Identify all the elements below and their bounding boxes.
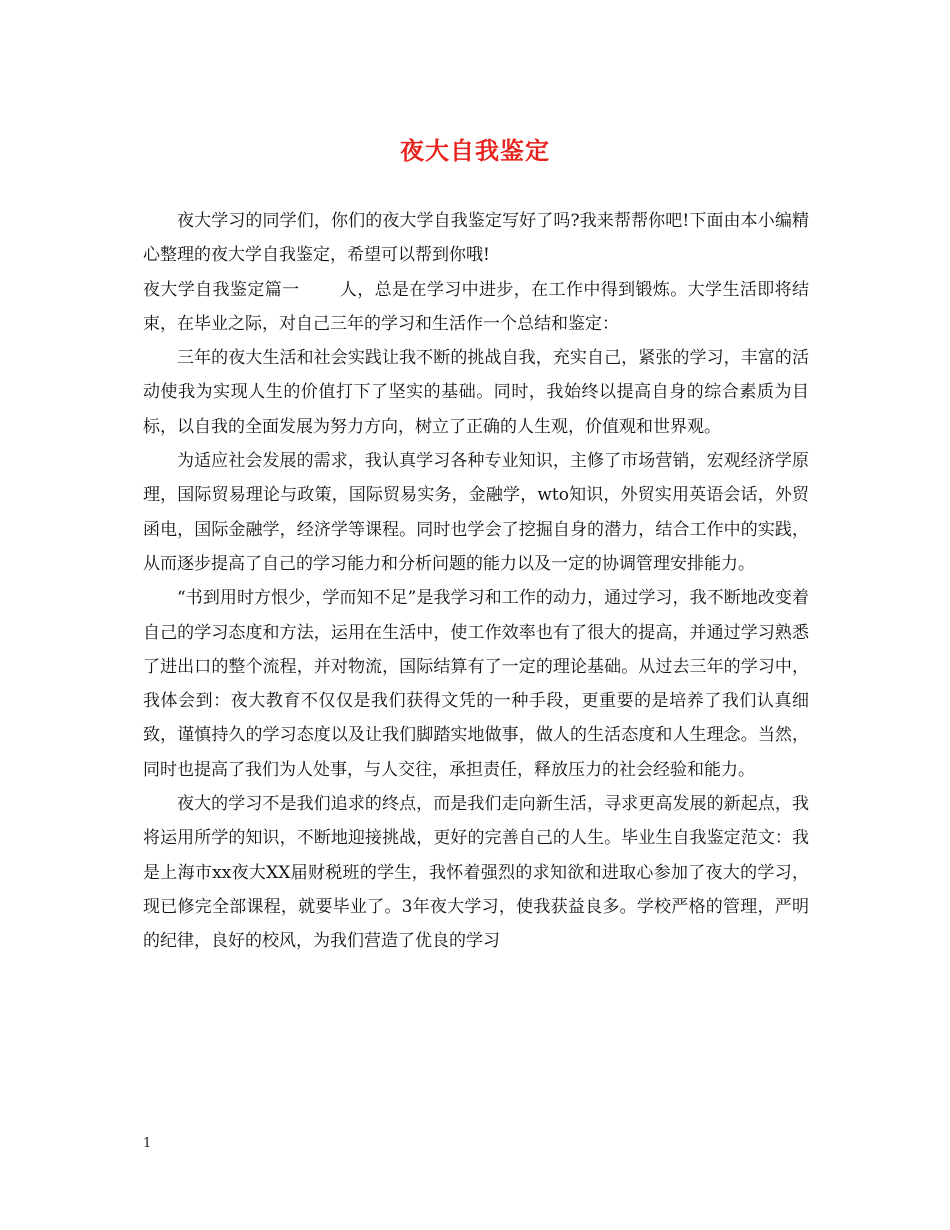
- paragraph-conclusion: 夜大的学习不是我们追求的终点，而是我们走向新生活，寻求更高发展的新起点，我将运用所学的知识，不断地迎接挑战，更好的完善自己的人生。毕业生自我鉴定范文：我是上海市xx夜大XX届财税班的学生，我怀着强烈的求知欲和进取心参加了夜大的学习，现已修完全部课程，就要毕业了。3年夜大学习，使我获益良多。学校严格的管理，严明的纪律，良好的校风，为我们营造了优良的学习: [143, 794, 809, 952]
- document-body: [143, 204, 809, 959]
- paragraph-section-heading: [143, 273, 809, 342]
- document-title: 夜大自我鉴定: [400, 136, 550, 165]
- paragraph-three-years: 三年的夜大生活和社会实践让我不断的挑战自我，充实自己，紧张的学习，丰富的活动使我为实现人生的价值打下了坚实的基础。同时，我始终以提高自身的综合素质为目标，以自我的全面发展为努力方向，树立了正确的人生观，价值观和世界观。: [143, 348, 809, 437]
- paragraph-quote: “书到用时方恨少，学而知不足”是我学习和工作的动力，通过学习，我不断地改变着自己的学习态度和方法，运用在生活中，使工作效率也有了很大的提高，并通过学习熟悉了进出口的整个流程，并对物流，国际结算有了一定的理论基础。从过去三年的学习中，我体会到：夜大教育不仅仅是我们获得文凭的一种手段，更重要的是培养了我们认真细致，谨慎持久的学习态度以及让我们脚踏实地做事，做人的生活态度和人生理念。当然，同时也提高了我们为人处事，与人交往，承担责任，释放压力的社会经验和能力。: [143, 588, 809, 780]
- paragraph-study: 为适应社会发展的需求，我认真学习各种专业知识，主修了市场营销，宏观经济学原理，国际贸易理论与政策，国际贸易实务，金融学，wto知识，外贸实用英语会话，外贸函电，国际金融学，经济学等课程。同时也学会了挖掘自身的潜力，结合工作中的实践，从而逐步提高了自己的学习能力和分析问题的能力以及一定的协调管理安排能力。: [143, 451, 809, 574]
- paragraph-intro: 夜大学习的同学们，你们的夜大学自我鉴定写好了吗?我来帮帮你吧!下面由本小编精心整理的夜大学自我鉴定，希望可以帮到你哦!: [143, 211, 809, 266]
- page-number: 1: [143, 1136, 152, 1151]
- section-label: 夜大学自我鉴定篇一: [143, 279, 300, 300]
- section-text: 人，总是在学习中进步，在工作中得到锻炼。大学生活即将结束，在毕业之际，对自己三年的学习和生活作一个总结和鉴定：: [143, 279, 809, 334]
